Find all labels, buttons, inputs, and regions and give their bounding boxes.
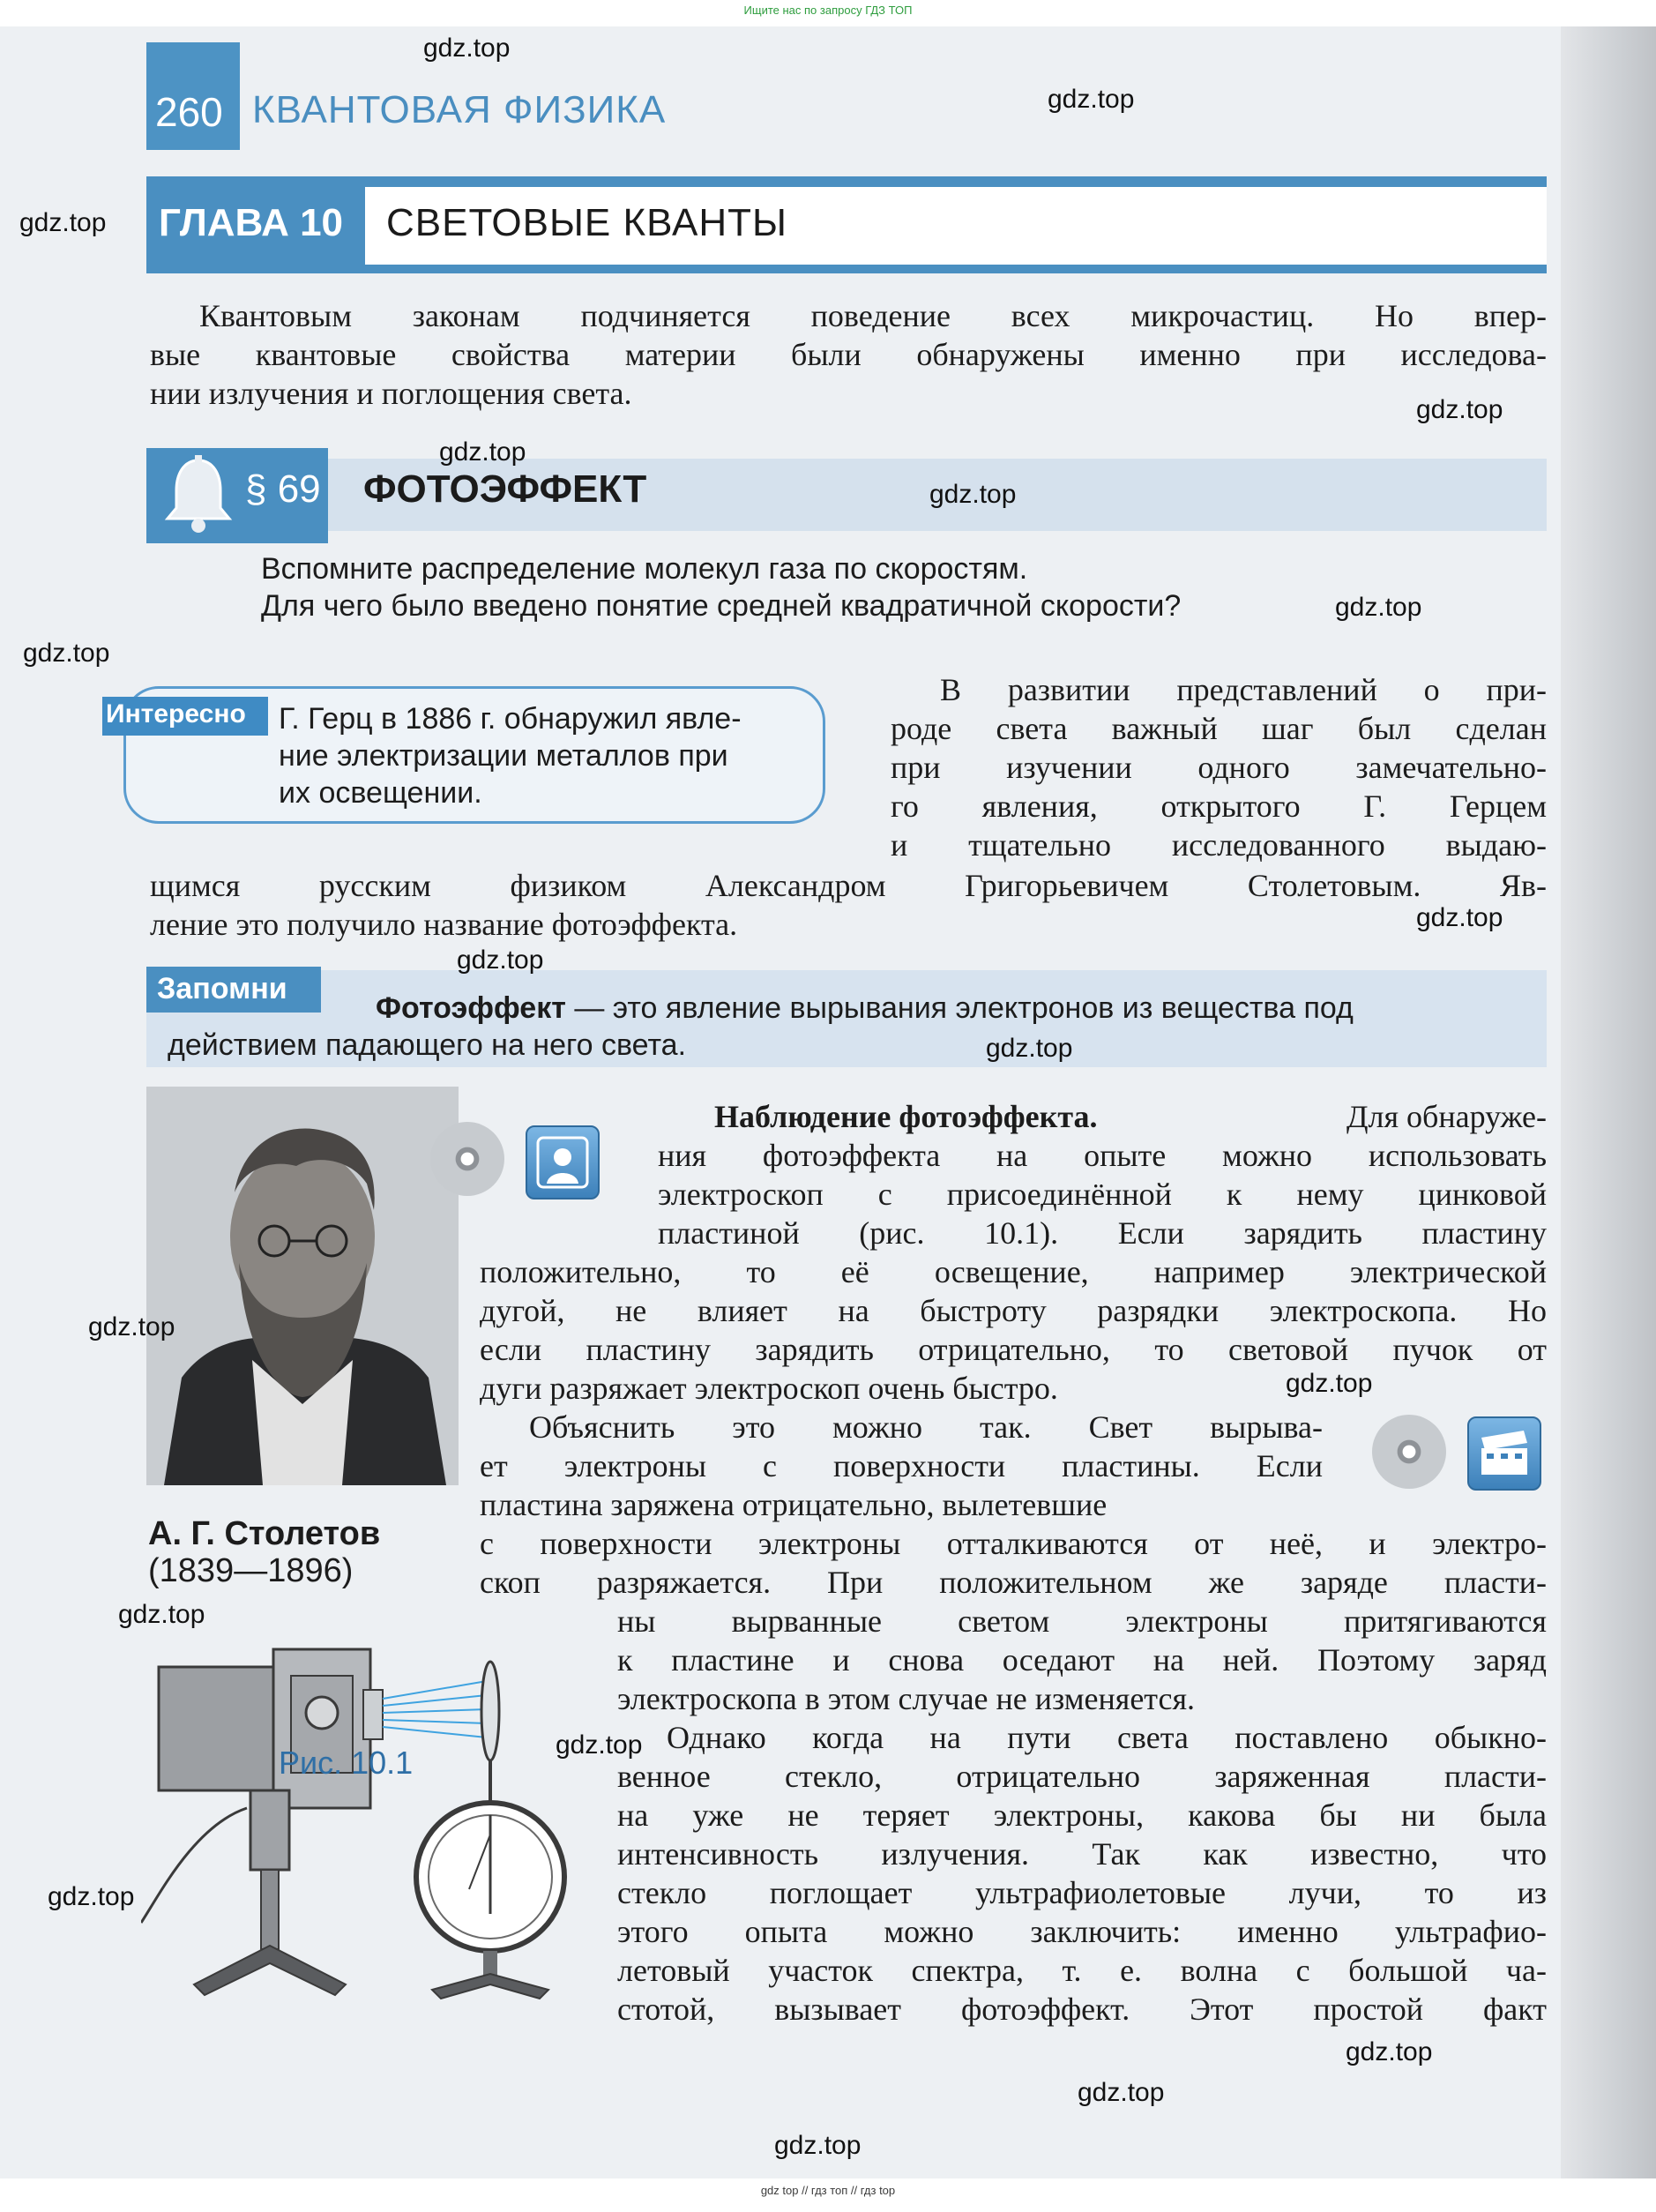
remember-definition: [168, 990, 1531, 1064]
watermark: gdz.top: [118, 1600, 205, 1629]
watermark: gdz.top: [929, 480, 1017, 509]
text-line: электроскопа в этом случае не изменяется.: [617, 1681, 1196, 1716]
text-line: к пластине и снова оседают на ней. Поэтому заряд: [617, 1642, 1547, 1678]
recall-line: Вспомните распределение молекул газа по скоростям.: [261, 552, 1028, 586]
text-line: интенсивность излучения. Так как известно, что: [617, 1836, 1547, 1872]
watermark: gdz.top: [1416, 903, 1503, 932]
chapter-label: ГЛАВА 10: [159, 201, 344, 244]
definition-rest: — это явление вырывания электронов из вещества под: [565, 991, 1354, 1025]
observation-first-rest: Для обнаруже-: [1346, 1099, 1547, 1134]
explanation-paragraph: [480, 1408, 1547, 1718]
watermark: gdz.top: [439, 437, 526, 467]
observation-paragraph: [480, 1097, 1547, 1408]
bottom-banner[interactable]: gdz top // гдз топ // гдз top: [760, 2184, 896, 2197]
portrait-name: А. Г. Столетов: [148, 1515, 381, 1552]
text-line: с поверхности электроны отталкиваются от неё, и электро-: [480, 1526, 1547, 1561]
text-line: и тщательно исследованного выдаю-: [891, 827, 1547, 863]
watermark: gdz.top: [19, 208, 107, 237]
text-line: этого опыта можно заключить: именно ультрафио-: [617, 1914, 1547, 1949]
watermark: gdz.top: [23, 639, 110, 668]
portrait-years: (1839—1896): [148, 1552, 354, 1589]
text-line: ния фотоэффекта на опыте можно использовать: [658, 1138, 1547, 1173]
text-line: щимся русским физиком Александром Григорьевичем Столетовым. Яв-: [150, 868, 1547, 903]
watermark: gdz.top: [48, 1882, 135, 1911]
interesting-text: [279, 700, 742, 811]
text-line: го явления, открытого Г. Герцем: [891, 788, 1547, 824]
text-line: на уже не теряет электроны, какова бы ни была: [617, 1797, 1547, 1833]
history-paragraph-right: [891, 670, 1547, 864]
recall-questions: [261, 550, 1181, 624]
watermark: gdz.top: [1286, 1369, 1373, 1398]
running-head: КВАНТОВАЯ ФИЗИКА: [252, 88, 667, 131]
text-line: пластиной (рис. 10.1). Если зарядить пластину: [658, 1215, 1547, 1251]
text-line: Однако когда на пути света поставлено обыкно-: [667, 1720, 1547, 1755]
text-line: ет электроны с поверхности пластины. Если: [480, 1448, 1323, 1483]
watermark: gdz.top: [1048, 85, 1135, 114]
figure-caption: Рис. 10.1: [279, 1745, 414, 1781]
chapter-title: СВЕТОВЫЕ КВАНТЫ: [386, 201, 787, 244]
watermark: gdz.top: [986, 1034, 1073, 1063]
text-line: нии излучения и поглощения света.: [150, 376, 632, 411]
interesting-tag-label: Интересно: [106, 699, 246, 729]
page-binding-shadow: [1561, 26, 1656, 2178]
text-line: стекло поглощает ультрафиолетовые лучи, то из: [617, 1875, 1547, 1910]
section-number: § 69: [245, 467, 321, 511]
text-line: венное стекло, отрицательно заряженная пласти-: [617, 1759, 1547, 1794]
text-line: дуги разряжает электроскоп очень быстро.: [480, 1371, 1058, 1406]
text-line: роде света важный шаг был сделан: [891, 711, 1547, 746]
text-line: скоп разряжается. При положительном же заряде пласти-: [480, 1565, 1547, 1600]
text-line: стотой, вызывает фотоэффект. Этот простой факт: [617, 1992, 1547, 2027]
text-line: Объяснить это можно так. Свет вырыва-: [529, 1409, 1323, 1445]
watermark: gdz.top: [1416, 395, 1503, 424]
bell-icon: [159, 455, 238, 536]
interesting-line: ние электризации металлов при: [279, 739, 728, 773]
text-line: дугой, не влияет на быстроту разрядки электроскопа. Но: [480, 1293, 1547, 1328]
text-line: ление это получило название фотоэффекта.: [150, 907, 738, 942]
text-line: летовый участок спектра, т. е. волна с большой ча-: [617, 1953, 1547, 1988]
text-line: положительно, то её освещение, например электрической: [480, 1254, 1547, 1289]
text-line: [714, 1097, 1547, 1136]
recall-line: Для чего было введено понятие средней квадратичной скорости?: [261, 589, 1182, 623]
definition-line-2: действием падающего на него света.: [168, 1028, 687, 1062]
section-title: ФОТОЭФФЕКТ: [363, 467, 647, 511]
glass-paragraph: [617, 1718, 1547, 2029]
watermark: gdz.top: [774, 2131, 862, 2160]
history-paragraph-full: [150, 866, 1547, 944]
observation-heading: Наблюдение фотоэффекта.: [714, 1099, 1098, 1134]
text-line: при изучении одного замечательно-: [891, 750, 1547, 785]
watermark: gdz.top: [556, 1730, 643, 1760]
text-line: ны вырванные светом электроны притягиваются: [617, 1603, 1547, 1639]
figure-electroscope: [141, 1614, 617, 2002]
top-banner[interactable]: Ищите нас по запросу ГДЗ ТОП: [743, 4, 913, 17]
interesting-line: Г. Герц в 1886 г. обнаружил явле-: [279, 702, 742, 736]
text-line: вые квантовые свойства материи были обнаружены именно при исследова-: [150, 337, 1547, 372]
text-line: В развитии представлений о при-: [940, 672, 1547, 707]
watermark: gdz.top: [457, 945, 544, 975]
remember-tag-label: Запомни: [157, 972, 287, 1005]
portrait-stoletov: [146, 1087, 459, 1485]
watermark: gdz.top: [88, 1312, 175, 1341]
text-line: если пластину зарядить отрицательно, то световой пучок от: [480, 1332, 1547, 1367]
text-line: пластина заряжена отрицательно, вылетевшие: [480, 1487, 1108, 1522]
portrait-caption: [148, 1515, 380, 1589]
watermark: gdz.top: [1078, 2078, 1165, 2107]
watermark: gdz.top: [1346, 2037, 1433, 2066]
watermark: gdz.top: [423, 34, 511, 63]
text-line: электроскоп с присоединённой к нему цинковой: [658, 1177, 1547, 1212]
interesting-line: их освещении.: [279, 776, 482, 810]
watermark: gdz.top: [1335, 593, 1422, 622]
definition-term: Фотоэффект: [376, 991, 566, 1025]
text-line: Квантовым законам подчиняется поведение всех микрочастиц. Но впер-: [199, 298, 1547, 333]
definition-line-1: [168, 990, 1531, 1027]
page-number: 260: [155, 89, 223, 135]
intro-paragraph: [150, 296, 1547, 413]
